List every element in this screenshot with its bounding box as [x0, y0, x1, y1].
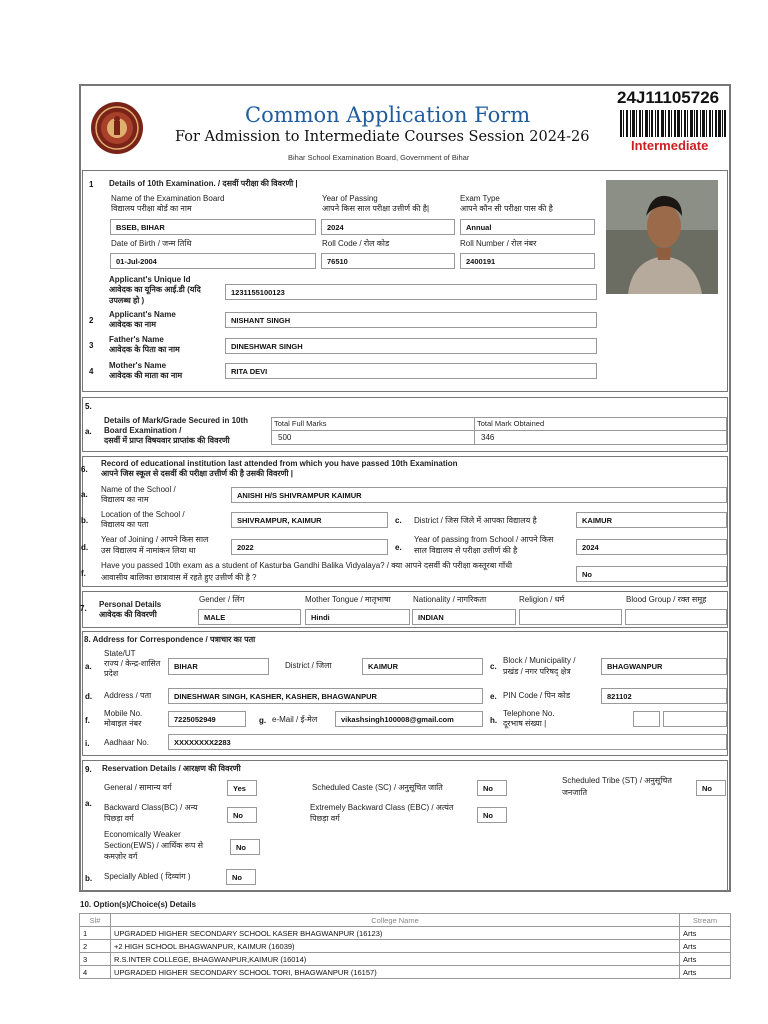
row-6e-letter: e.	[395, 543, 402, 552]
exam-type-label-hi: आपने कौन सी परीक्षा पास की है	[460, 204, 553, 213]
bc-label-2: पिछड़ा वर्ग	[104, 814, 134, 823]
section-5-number: 5.	[85, 402, 92, 411]
row-6a-letter: a.	[81, 490, 88, 499]
school-field[interactable]: ANISHI H/S SHIVRAMPUR KAIMUR	[231, 487, 727, 503]
email-field[interactable]: vikashsingh100008@gmail.com	[335, 711, 483, 727]
district-6-label: District / जिस जिले में आपका विद्यालय है	[414, 516, 537, 525]
sc-field[interactable]: No	[477, 780, 507, 796]
bc-field[interactable]: No	[227, 807, 257, 823]
state-label-2: राज्य / केन्द्र-शासित	[104, 659, 161, 668]
section-9-number: 9.	[85, 765, 92, 774]
father-name-label-en: Father's Name	[109, 335, 164, 344]
marks-label-2: Board Examination /	[104, 426, 182, 435]
row-6c-letter: c.	[395, 516, 402, 525]
school-label-en: Name of the School /	[101, 485, 176, 494]
row-8g-letter: g.	[259, 716, 267, 725]
kgbv-label-1: Have you passed 10th exam as a student of Kasturba Gandhi Balika Vidyalaya? / क्या आपने दसवीं की परीक्षा कस्तूरबा गाँधी	[101, 561, 513, 570]
table-row	[80, 940, 731, 953]
mobile-label-en: Mobile No.	[104, 709, 143, 718]
choices-table	[79, 913, 731, 979]
row-college: UPGRADED HIGHER SECONDARY SCHOOL TORI, BHAGWANPUR (16157)	[111, 966, 680, 979]
uid-field[interactable]: 1231155100123	[225, 284, 597, 300]
email-label: e-Mail / ई-मेल	[272, 715, 318, 724]
district-8-label: District / जिला	[285, 661, 332, 670]
ebc-field[interactable]: No	[477, 807, 507, 823]
board-label-hi: विद्यालय परीक्षा बोर्ड का नाम	[111, 204, 192, 213]
ews-label-1: Economically Weaker	[104, 830, 181, 839]
general-label: General / सामान्य वर्ग	[104, 783, 172, 792]
personal-details-label-hi: आवेदक की विवरणी	[99, 610, 157, 619]
general-field[interactable]: Yes	[227, 780, 257, 796]
stream-level: Intermediate	[631, 138, 709, 153]
exam-type-label-en: Exam Type	[460, 194, 500, 203]
roll-number-field[interactable]: 2400191	[460, 253, 595, 269]
mother-name-label-en: Mother's Name	[109, 361, 167, 370]
sc-label: Scheduled Caste (SC) / अनुसूचित जाति	[312, 783, 443, 792]
religion-label: Religion / धर्म	[519, 595, 565, 604]
location-field[interactable]: SHIVRAMPUR, KAIMUR	[231, 512, 388, 528]
row-sl: 1	[80, 927, 111, 940]
marks-table-midline	[271, 430, 727, 431]
state-label-1: State/UT	[104, 649, 136, 658]
ebc-label-1: Extremely Backward Class (EBC) / अत्यंत	[310, 803, 454, 812]
section-6-heading-hi: आपने जिस स्कूल से दसवीं की परीक्षा उत्तीर्ण की है उसकी विवरणी |	[101, 469, 293, 478]
row-stream: Arts	[680, 966, 731, 979]
ews-label-2: Section(EWS) / आर्थिक रूप से	[104, 841, 204, 850]
father-name-field[interactable]: DINESHWAR SINGH	[225, 338, 597, 354]
district-6-field[interactable]: KAIMUR	[576, 512, 727, 528]
uid-label-2: आवेदक का यूनिक आई.डी (यदि	[109, 285, 201, 294]
mother-name-label-hi: आवेदक की माता का नाम	[109, 371, 183, 380]
row-8i-letter: i.	[85, 739, 90, 748]
section-6-heading-en: Record of educational institution last attended from which you have passed 10th Examination	[101, 459, 458, 468]
row-9b-letter: b.	[85, 874, 93, 883]
row-stream: Arts	[680, 953, 731, 966]
district-8-field[interactable]: KAIMUR	[362, 658, 483, 675]
telephone-label-hi: दूरभाष संख्या |	[503, 719, 547, 728]
father-name-label-hi: आवेदक के पिता का नाम	[109, 345, 180, 354]
applicant-name-field[interactable]: NISHANT SINGH	[225, 312, 597, 328]
joining-label-en: Year of Joining / आपने किस साल	[101, 535, 209, 544]
passing-label-en: Year of passing from School / आपने किस	[414, 535, 554, 544]
barcode	[620, 110, 728, 137]
religion-field[interactable]	[519, 609, 622, 625]
row-2-number: 2	[89, 316, 94, 325]
table-row	[80, 927, 731, 940]
section-6-number: 6.	[81, 465, 88, 474]
row-sl: 4	[80, 966, 111, 979]
col-college-header: College Name	[111, 914, 680, 927]
form-title: Common Application Form	[245, 103, 531, 127]
mobile-label-hi: मोबाइल नंबर	[104, 719, 142, 728]
marks-label-3: दसवीं में प्राप्त विषयवार प्राप्तांक की विवरणी	[104, 436, 230, 445]
row-6b-letter: b.	[81, 516, 89, 525]
marks-table-divider	[474, 417, 475, 445]
block-label-2: प्रखंड / नगर परिषद् क्षेत्र	[503, 667, 571, 676]
col-stream-header: Stream	[680, 914, 731, 927]
row-stream: Arts	[680, 940, 731, 953]
bc-label-1: Backward Class(BC) / अन्य	[104, 803, 198, 812]
section-8-heading: 8. Address for Correspondence / पत्राचार का पता	[84, 635, 256, 644]
gender-field[interactable]: MALE	[198, 609, 301, 625]
block-label-1: Block / Municipality /	[503, 656, 576, 665]
section-5-sub-a: a.	[85, 427, 92, 436]
table-row	[80, 953, 731, 966]
ebc-label-2: पिछड़ा वर्ग	[310, 814, 340, 823]
row-college: +2 HIGH SCHOOL BHAGWANPUR, KAIMUR (16039)	[111, 940, 680, 953]
personal-details-label-en: Personal Details	[99, 600, 162, 609]
application-number: 24J11105726	[617, 88, 720, 107]
total-obtained-label: Total Mark Obtained	[477, 419, 545, 428]
nationality-label: Nationality / नागरिकता	[413, 595, 487, 604]
row-college: UPGRADED HIGHER SECONDARY SCHOOL KASER BHAGWANPUR (16123)	[111, 927, 680, 940]
blood-group-label: Blood Group / रक्त समूह	[626, 595, 707, 604]
form-subtitle: For Admission to Intermediate Courses Session 2024-26	[175, 129, 590, 145]
address-field[interactable]: DINESHWAR SINGH, KASHER, KASHER, BHAGWANPUR	[168, 688, 483, 704]
board-label-en: Name of the Examination Board	[111, 194, 225, 203]
year-field[interactable]: 2024	[321, 219, 455, 235]
row-sl: 3	[80, 953, 111, 966]
pin-field[interactable]: 821102	[601, 688, 727, 704]
dob-field[interactable]: 01-Jul-2004	[110, 253, 316, 269]
row-6f-letter: f.	[81, 569, 86, 578]
passing-label-hi: साल विद्यालय से परीक्षा उत्तीर्ण की है	[414, 546, 518, 555]
roll-code-field[interactable]: 76510	[321, 253, 455, 269]
total-full-marks-value: 500	[278, 433, 292, 442]
specially-abled-label: Specially Abled ( दिव्यांग )	[104, 872, 191, 881]
telephone-label-en: Telephone No.	[503, 709, 555, 718]
nationality-field[interactable]: INDIAN	[412, 609, 516, 625]
school-label-hi: विद्यालय का नाम	[101, 495, 149, 504]
state-field[interactable]: BIHAR	[168, 658, 269, 675]
uid-label-3: उपलब्ध हो )	[109, 296, 145, 305]
roll-code-label: Roll Code / रोल कोड	[322, 239, 390, 248]
aadhaar-field[interactable]: XXXXXXXX2283	[168, 734, 727, 750]
telephone-std-field[interactable]	[633, 711, 660, 727]
uid-label-1: Applicant's Unique Id	[109, 275, 191, 284]
row-8h-letter: h.	[490, 716, 498, 725]
marks-label-1: Details of Mark/Grade Secured in 10th	[104, 416, 249, 425]
total-obtained-value: 346	[481, 433, 495, 442]
board-name: Bihar School Examination Board, Government of Bihar	[288, 153, 470, 162]
mother-tongue-field[interactable]: Hindi	[305, 609, 410, 625]
mobile-field[interactable]: 7225052949	[168, 711, 246, 727]
address-label: Address / पता	[104, 691, 152, 700]
location-label-hi: विद्यालय का पता	[101, 520, 149, 529]
joining-field[interactable]: 2022	[231, 539, 388, 555]
section-1-number: 1	[89, 180, 94, 189]
bseb-logo	[90, 101, 144, 155]
year-label-en: Year of Passing	[322, 194, 378, 203]
aadhaar-label: Aadhaar No.	[104, 738, 149, 747]
row-6d-letter: d.	[81, 543, 89, 552]
applicant-photo	[606, 180, 718, 294]
specially-abled-field[interactable]: No	[226, 869, 256, 885]
telephone-field[interactable]	[663, 711, 727, 727]
section-7-number: 7.	[80, 604, 87, 613]
mother-name-field[interactable]: RITA DEVI	[225, 363, 597, 379]
dob-label: Date of Birth / जन्म तिथि	[111, 239, 192, 248]
row-8f-letter: f.	[85, 716, 90, 725]
ews-label-3: कमज़ोर वर्ग	[104, 852, 138, 861]
gender-label: Gender / लिंग	[199, 595, 245, 604]
row-4-number: 4	[89, 367, 94, 376]
row-8d-letter: d.	[85, 692, 93, 701]
block-field[interactable]: BHAGWANPUR	[601, 658, 727, 675]
col-sl-header: Sl#	[80, 914, 111, 927]
joining-label-hi: उस विद्यालय में नामांकन लिया था	[101, 546, 196, 555]
applicant-name-label-hi: आवेदक का नाम	[109, 320, 156, 329]
row-8e-letter: e.	[490, 692, 497, 701]
row-9a-letter: a.	[85, 799, 92, 808]
st-field[interactable]: No	[696, 780, 726, 796]
kgbv-field[interactable]: No	[576, 566, 727, 582]
mother-tongue-label: Mother Tongue / मातृभाषा	[305, 595, 391, 604]
row-stream: Arts	[680, 927, 731, 940]
pin-label: PIN Code / पिन कोड	[503, 691, 571, 700]
state-label-3: प्रदेश	[104, 669, 119, 678]
st-label-1: Scheduled Tribe (ST) / अनुसूचित	[562, 776, 672, 785]
choices-header-row	[80, 914, 731, 927]
st-label-2: जनजाति	[562, 788, 588, 797]
blood-group-field[interactable]	[625, 609, 727, 625]
section-9-heading: Reservation Details / आरक्षण की विवरणी	[102, 764, 241, 773]
exam-type-field[interactable]: Annual	[460, 219, 595, 235]
row-8c-letter: c.	[490, 662, 497, 671]
applicant-name-label-en: Applicant's Name	[109, 310, 176, 319]
row-sl: 2	[80, 940, 111, 953]
location-label-en: Location of the School /	[101, 510, 185, 519]
section-10-heading: 10. Option(s)/Choice(s) Details	[80, 900, 197, 909]
section-1-heading: Details of 10th Examination. / दसवीं परीक्षा की विवरणी |	[109, 179, 298, 188]
ews-field[interactable]: No	[230, 839, 260, 855]
row-8a-letter: a.	[85, 662, 92, 671]
row-3-number: 3	[89, 341, 94, 350]
board-field[interactable]: BSEB, BIHAR	[110, 219, 316, 235]
passing-field[interactable]: 2024	[576, 539, 727, 555]
total-full-marks-label: Total Full Marks	[274, 419, 327, 428]
kgbv-label-2: आवासीय बालिका छात्रावास में रहते हुए उत्तीर्ण की है ?	[101, 573, 257, 582]
year-label-hi: आपने किस साल परीक्षा उत्तीर्ण की है|	[322, 204, 430, 213]
row-college: R.S.INTER COLLEGE, BHAGWANPUR,KAIMUR (16014)	[111, 953, 680, 966]
roll-number-label: Roll Number / रोल नंबर	[460, 239, 537, 248]
table-row	[80, 966, 731, 979]
